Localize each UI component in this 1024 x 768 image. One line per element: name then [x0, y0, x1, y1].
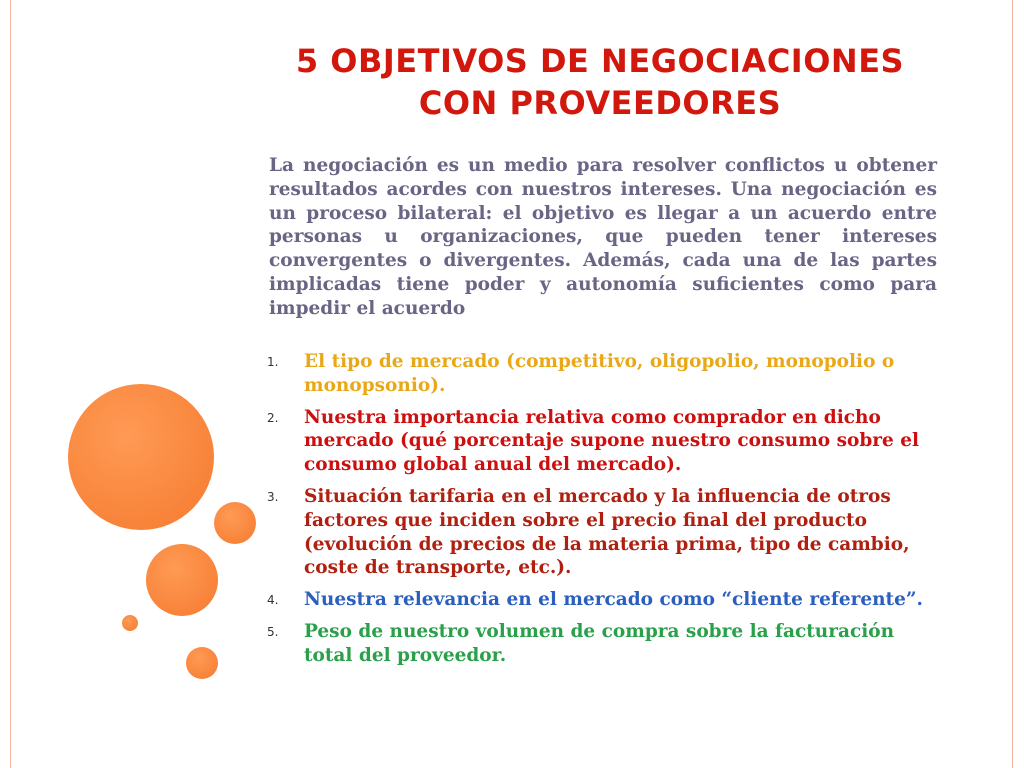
decorative-circle-tiny — [122, 615, 138, 631]
list-item-text: Nuestra relevancia en el mercado como “cliente referente”. — [304, 589, 923, 611]
title-line-1: 5 OBJETIVOS DE NEGOCIACIONES — [295, 42, 905, 80]
decorative-circle-small — [214, 502, 256, 544]
list-item-text: Situación tarifaria en el mercado y la influencia de otros factores que inciden sobre el precio final del producto (evolución de precios de la materia prima, tipo de cambio, coste de transporte, etc.). — [304, 485, 910, 579]
list-item-text: Nuestra importancia relativa como comprador en dicho mercado (qué porcentaje supone nuestro consumo sobre el consumo global anual del mercado). — [304, 406, 920, 476]
list-item-number: 5. — [267, 624, 279, 639]
list-item-number: 4. — [267, 593, 279, 608]
list-item — [262, 350, 942, 398]
decorative-circle-medium — [146, 544, 218, 616]
intro-paragraph: La negociación es un medio para resolver conflictos u obtener resultados acordes con nuestros intereses. Una negociación es un proceso bilateral: el objetivo es llegar a un acuerdo entre personas u organizaciones, que pueden tener intereses convergentes o divergentes. Además, cada una de las partes implicadas tiene poder y autonomía suficientes como para impedir el acuerdo — [269, 155, 937, 319]
list-item-text: Peso de nuestro volumen de compra sobre la facturación total del proveedor. — [304, 620, 895, 666]
list-item-text: El tipo de mercado (competitivo, oligopolio, monopolio o monopsonio). — [304, 351, 895, 396]
title-line-2: CON PROVEEDORES — [418, 84, 782, 122]
decorative-circle-small-2 — [186, 647, 218, 679]
decorative-circle-large — [68, 384, 214, 530]
list-item — [262, 485, 942, 580]
list-item-number: 3. — [267, 489, 279, 504]
list-item — [262, 620, 942, 668]
list-item-number: 2. — [267, 410, 279, 425]
right-border-line — [1012, 0, 1013, 768]
objectives-list — [262, 350, 942, 676]
list-item — [262, 588, 942, 612]
slide-title — [262, 40, 938, 124]
list-item — [262, 406, 942, 477]
list-item-number: 1. — [267, 355, 279, 369]
left-border-line — [10, 0, 11, 768]
